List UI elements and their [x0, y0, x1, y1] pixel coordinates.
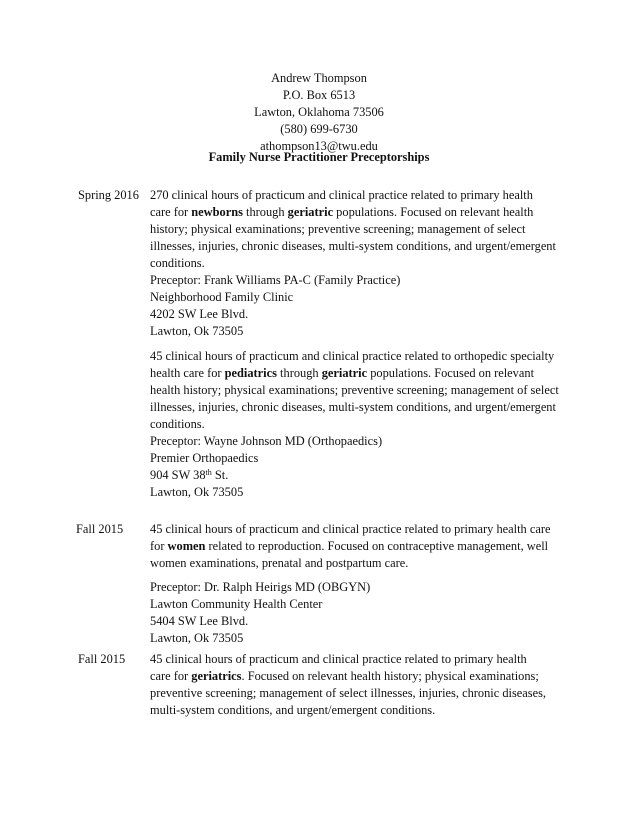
description-line: history; physical examinations; preventive screening; management of select	[150, 222, 526, 236]
preceptor-name: Preceptor: Dr. Ralph Heirigs MD (OBGYN)	[150, 580, 371, 594]
description-line: 45 clinical hours of practicum and clinical practice related to primary health care	[150, 522, 551, 536]
text-run: care for	[150, 669, 192, 683]
description-line: conditions.	[150, 417, 205, 431]
po-box: P.O. Box 6513	[282, 88, 356, 102]
bold-term: geriatric	[287, 205, 334, 219]
text-run: related to reproduction. Focused on contraceptive management, well	[205, 539, 549, 553]
ordinal-suffix: th	[205, 468, 212, 477]
bold-term: newborns	[191, 205, 243, 219]
description-line	[150, 668, 550, 685]
preceptor-block	[150, 579, 545, 647]
city-state-zip: Lawton, Oklahoma 73506	[254, 105, 384, 119]
email-address: athompson13@twu.edu	[260, 139, 378, 153]
text-run: populations. Focused on relevant health	[333, 205, 534, 219]
bold-term: geriatric	[321, 366, 368, 380]
term-label: Fall 2015	[78, 652, 126, 666]
preceptor-name: Preceptor: Wayne Johnson MD (Orthopaedics)	[150, 434, 383, 448]
term-label: Spring 2016	[78, 188, 139, 202]
description-line: health history; physical examinations; preventive screening; management of select	[150, 383, 559, 397]
text-run: . Focused on relevant health history; physical examinations;	[241, 669, 539, 683]
description-line: conditions.	[150, 256, 205, 270]
applicant-name: Andrew Thompson	[271, 71, 367, 85]
bold-term: women	[167, 539, 206, 553]
description-line: women examinations, prenatal and postpartum care.	[150, 556, 409, 570]
spring-2016-description-2	[150, 348, 559, 433]
clinic-name: Neighborhood Family Clinic	[150, 290, 294, 304]
description-line: illnesses, injuries, chronic diseases, multi-system conditions, and urgent/emergent	[150, 400, 556, 414]
text-run: 904 SW 38	[150, 468, 206, 482]
description-line: 45 clinical hours of practicum and clinical practice related to orthopedic specialty	[150, 349, 555, 363]
clinic-address	[150, 467, 545, 484]
description-line: 45 clinical hours of practicum and clinical practice related to primary health	[150, 652, 527, 666]
text-run: St.	[211, 468, 229, 482]
contact-header	[0, 70, 638, 155]
clinic-city: Lawton, Ok 73505	[150, 324, 244, 338]
clinic-name: Premier Orthopaedics	[150, 451, 259, 465]
fall-2015-description-women	[150, 521, 560, 572]
text-run: for	[150, 539, 168, 553]
fall-2015-description-geriatrics	[150, 651, 550, 719]
text-run: health care for	[150, 366, 225, 380]
bold-term: geriatrics	[191, 669, 242, 683]
phone-number: (580) 699-6730	[280, 122, 358, 136]
text-run: care for	[150, 205, 192, 219]
description-line	[150, 204, 545, 221]
term-label: Fall 2015	[76, 522, 124, 536]
preceptor-name: Preceptor: Frank Williams PA-C (Family Practice)	[150, 273, 401, 287]
clinic-city: Lawton, Ok 73505	[150, 631, 244, 645]
text-run: through	[276, 366, 322, 380]
clinic-city: Lawton, Ok 73505	[150, 485, 244, 499]
description-line: 270 clinical hours of practicum and clinical practice related to primary health	[150, 188, 533, 202]
clinic-name: Lawton Community Health Center	[150, 597, 323, 611]
text-run: populations. Focused on relevant	[367, 366, 535, 380]
description-line	[150, 538, 560, 555]
description-line	[150, 365, 545, 382]
description-line: illnesses, injuries, chronic diseases, multi-system conditions, and urgent/emergent	[150, 239, 556, 253]
description-line: multi-system conditions, and urgent/emergent conditions.	[150, 703, 436, 717]
clinic-address: 5404 SW Lee Blvd.	[150, 614, 249, 628]
preceptor-block	[150, 433, 545, 501]
text-run: through	[242, 205, 288, 219]
section-title: Family Nurse Practitioner Preceptorships	[208, 150, 430, 164]
spring-2016-description-1	[150, 187, 556, 272]
description-line: preventive screening; management of select illnesses, injuries, chronic diseases,	[150, 686, 547, 700]
clinic-address: 4202 SW Lee Blvd.	[150, 307, 249, 321]
bold-term: pediatrics	[224, 366, 277, 380]
preceptor-block	[150, 272, 545, 340]
